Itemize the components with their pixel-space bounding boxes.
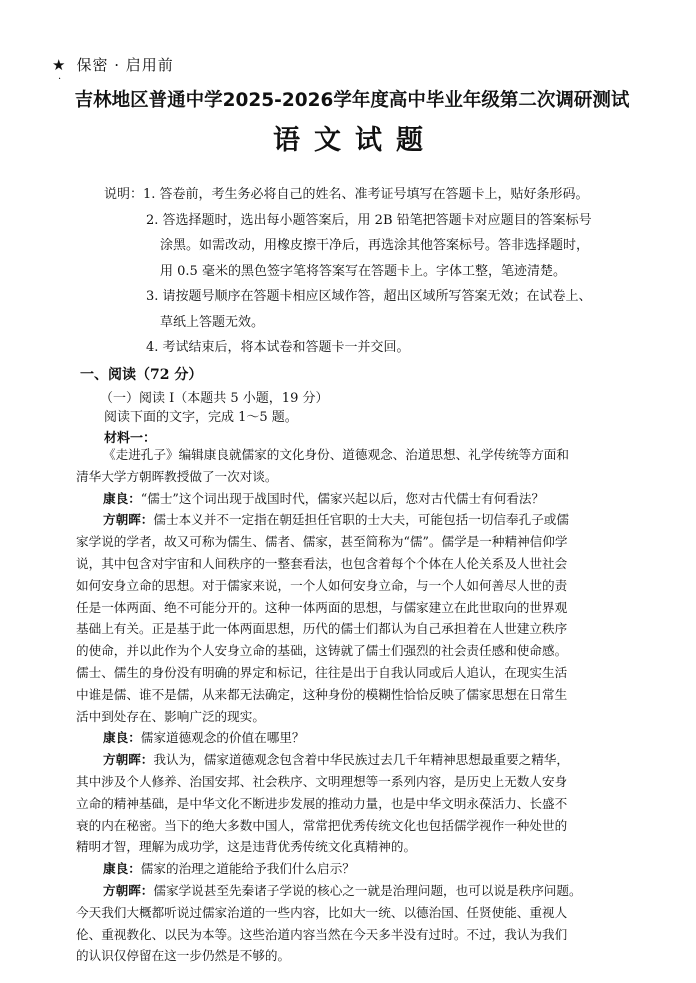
passage-line: 今天我们大概都听说过儒家治道的一些内容，比如大一统、以德治国、任贤使能、重视人 <box>76 904 568 920</box>
passage-line: 基础上有关。正是基于此一体两面思想，历代的儒士们都认为自己承担着在人世建立秩序 <box>76 621 568 637</box>
instruction-line-2: 2. 答选择题时，选出每小题答案后，用 2B 铅笔把答题卡对应题目的答案标号 <box>146 212 592 228</box>
passage-line: 的认识仅停留在这一步仍然是不够的。 <box>76 948 291 964</box>
instructions-block <box>104 182 634 361</box>
passage-line <box>76 727 624 749</box>
confidential-header <box>52 54 174 75</box>
passage-line <box>76 749 624 771</box>
subsection-heading: （一）阅读 I（本题共 5 小题，19 分） <box>100 391 329 406</box>
passage-line: 精明才智，理解为成功学，这是违背优秀传统文化真精神的。 <box>76 839 417 855</box>
instruction-line-5: 3. 请按题号顺序在答题卡相应区域作答，超出区域所写答案无效；在试卷上、 <box>146 289 592 304</box>
speaker-text: 儒家的治理之道能给予我们什么启示？ <box>140 861 355 877</box>
section-heading: 一、阅读（72 分） <box>80 367 203 383</box>
passage-line: 其中涉及个人修养、治国安邦、社会秩序、文明理想等一系列内容，是历史上无数人安身 <box>76 773 568 789</box>
passage-line: 说，其中包含对宇宙和人间秩序的一整套看法，也包含着每个个体在人伦关系及人世社会 <box>76 555 568 571</box>
passage-line: 伦、重视教化、以民为本等。这些治道内容当然在今天多半没有过时。不过，我认为我们 <box>76 926 568 942</box>
speaker-label: 康良： <box>103 490 141 506</box>
speaker-text: 我认为，儒家道德观念包含着中华民族过去几千年精神思想最重要之精华， <box>153 752 569 768</box>
passage-line: 立命的精神基础，是中华文化不断进步发展的推动力量，也是中华文明永葆活力、长盛不 <box>76 795 568 811</box>
reading-instruction: 阅读下面的文字，完成 1～5 题。 <box>104 410 298 425</box>
passage-line: 任是一体两面、绝不可能分开的。这种一体两面的思想，与儒家建立在此世取向的世界观 <box>76 599 568 615</box>
passage-line: 家学说的学者，故又可称为儒生、儒者、儒家，甚至简称为“儒”。儒学是一种精神信仰学 <box>76 534 568 550</box>
passage-line <box>76 880 624 902</box>
speaker-text: 儒士本义并不一定指在朝廷担任官职的士大夫，可能包括一切信奉孔子或儒 <box>153 512 569 528</box>
passage-text <box>76 444 624 967</box>
speaker-label: 康良： <box>103 730 141 746</box>
passage-line: 《走进孔子》编辑康良就儒家的文化身份、道德观念、治道思想、礼学传统等方面和 <box>103 447 569 462</box>
passage-line <box>76 509 624 531</box>
instruction-line-7: 4. 考试结束后，将本试卷和答题卡一并交回。 <box>146 340 410 355</box>
star-icon: ★ <box>52 56 67 74</box>
passage-line: 衰的内在秘密。当下的绝大多数中国人，常常把优秀传统文化也包括儒学视作一种处世的 <box>76 817 568 833</box>
passage-line: 活中到处存在、影响广泛的现实。 <box>76 708 265 724</box>
confidential-label: 保密 · 启用前 <box>76 56 174 74</box>
material-label: 材料一： <box>104 431 157 446</box>
subject-title: 语文试题 <box>273 125 437 156</box>
speaker-label: 方朝晖： <box>103 512 154 528</box>
passage-line: 如何安身立命的思想。对于儒家来说，一个人如何安身立命，与一个人如何善尽人世的责 <box>76 577 568 593</box>
passage-line: 清华大学方朝晖教授做了一次对谈。 <box>76 468 278 484</box>
speaker-label: 方朝晖： <box>103 882 154 898</box>
instruction-line-6: 草纸上答题无效。 <box>160 314 265 330</box>
speaker-text: “儒士”这个词出现于战国时代，儒家兴起以后，您对古代儒士有何看法？ <box>140 490 545 506</box>
passage-line: 中谁是儒、谁不是儒，从来都无法确定，这种身份的模糊性恰恰反映了儒家思想在日常生 <box>76 686 568 702</box>
passage-line <box>76 858 624 880</box>
header-dot: · <box>58 74 62 85</box>
exam-title: 吉林地区普通中学2025-2026学年度高中毕业年级第二次调研测试 <box>74 90 630 111</box>
speaker-text: 儒家学说甚至先秦诸子学说的核心之一就是治理问题，也可以说是秩序问题。 <box>153 882 582 898</box>
passage-line <box>76 488 624 510</box>
instruction-line-4: 用 0.5 毫米的黑色签字笔将答案写在答题卡上。字体工整，笔迹清楚。 <box>160 263 566 279</box>
speaker-label: 康良： <box>103 861 141 877</box>
speaker-text: 儒家道德观念的价值在哪里？ <box>140 730 305 746</box>
passage-line: 儒士、儒生的身份没有明确的界定和标记，往往是出于自我认同或后人追认，在现实生活 <box>76 664 568 680</box>
instruction-line-3: 涂黑。如需改动，用橡皮擦干净后，再选涂其他答案标号。答非选择题时， <box>160 238 590 253</box>
instruction-line-1: 说明：1. 答卷前，考生务必将自己的姓名、准考证号填写在答题卡上，贴好条形码。 <box>104 187 589 202</box>
passage-line: 的使命，并以此作为个人安身立命的基础，这铸就了儒士们强烈的社会责任感和使命感。 <box>76 643 568 659</box>
speaker-label: 方朝晖： <box>103 752 154 768</box>
